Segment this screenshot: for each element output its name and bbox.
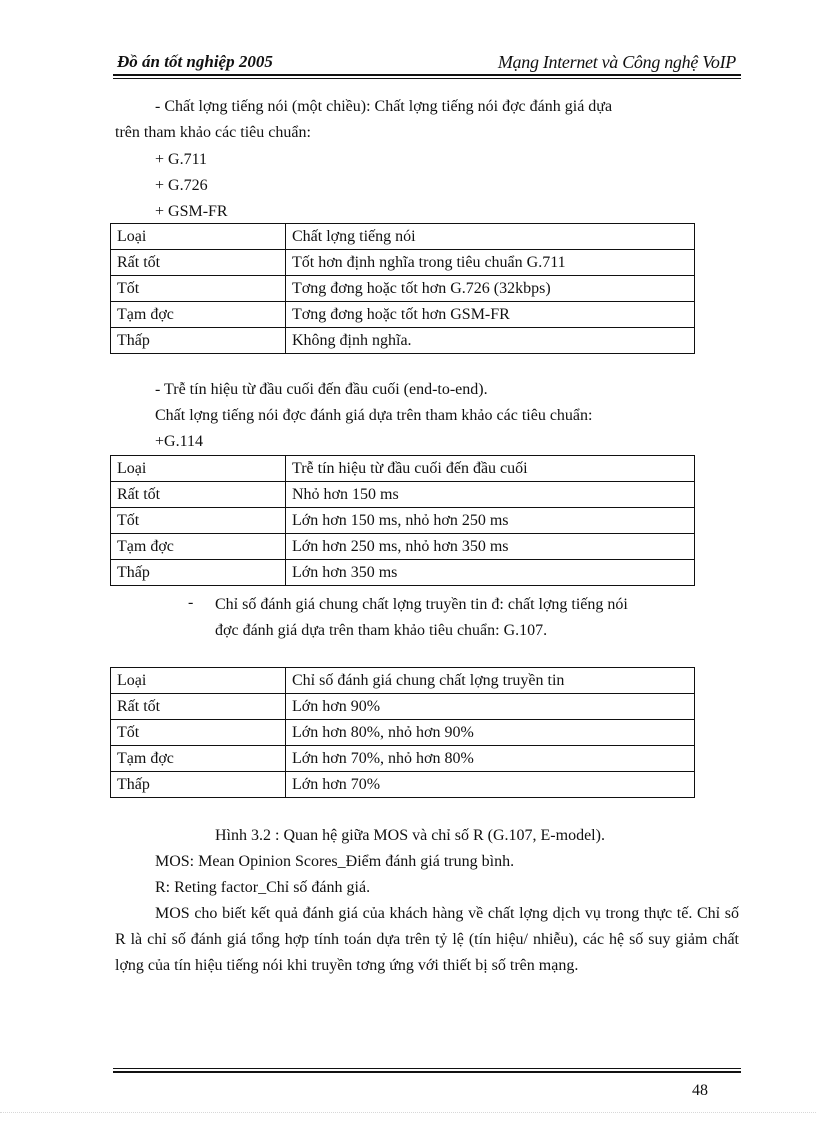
section1-intro-line2: trên tham khảo các tiêu chuẩn: [115, 124, 311, 141]
table-row [111, 302, 695, 328]
table-row [111, 772, 695, 798]
body-paragraph: MOS cho biết kết quả đánh giá của khách hàng về chất lợng dịch vụ trong thực tế. Chỉ số R là chỉ số đánh giá tổng hợp tính toán dựa trên tỷ lệ (tín hiệu/ nhiễu), các hệ số suy giảm chất lợng của tín hiệu tiếng nói khi truyền tơng ứng với thiết bị số trên mạng. [115, 905, 739, 974]
footer-rule-thin [113, 1068, 741, 1069]
table-header-cell: Loại [111, 668, 286, 694]
table-cell: Rất tốt [111, 694, 286, 720]
standard-g711: + G.711 [155, 151, 207, 168]
table-cell: Thấp [111, 560, 286, 586]
section2-line2: Chất lợng tiếng nói đợc đánh giá dựa trên tham khảo các tiêu chuẩn: [155, 407, 593, 424]
section3-line1: Chỉ số đánh giá chung chất lợng truyền tin đ: chất lợng tiếng nói [215, 596, 628, 613]
table-row [111, 560, 695, 586]
table-cell: Lớn hơn 150 ms, nhỏ hơn 250 ms [286, 508, 695, 534]
table-cell: Lớn hơn 90% [286, 694, 695, 720]
transmission-rating-table [110, 667, 695, 798]
table-cell: Không định nghĩa. [286, 328, 695, 354]
table-row [111, 276, 695, 302]
page-number: 48 [692, 1082, 708, 1099]
table-cell: Tạm đợc [111, 302, 286, 328]
table-header-row [111, 456, 695, 482]
table-row [111, 720, 695, 746]
table-header-cell: Chỉ số đánh giá chung chất lợng truyền tin [286, 668, 695, 694]
table-row [111, 250, 695, 276]
table-cell: Tốt [111, 720, 286, 746]
table-row [111, 328, 695, 354]
section3-line2: đợc đánh giá dựa trên tham khảo tiêu chuẩn: G.107. [215, 622, 548, 639]
section2-line3: +G.114 [155, 433, 203, 450]
table-header-row [111, 224, 695, 250]
voice-quality-table [110, 223, 695, 354]
table-row [111, 534, 695, 560]
table-cell: Tạm đợc [111, 746, 286, 772]
header-rule-thin [113, 78, 741, 79]
table-cell: Lớn hơn 80%, nhỏ hơn 90% [286, 720, 695, 746]
section2-line1: - Trễ tín hiệu từ đầu cuối đến đầu cuối (end-to-end). [155, 381, 488, 398]
table-header-cell: Loại [111, 224, 286, 250]
table-cell: Lớn hơn 70%, nhỏ hơn 80% [286, 746, 695, 772]
table-header-cell: Loại [111, 456, 286, 482]
header-rule [113, 74, 741, 76]
footer-rule [113, 1071, 741, 1073]
table-cell: Tơng đơng hoặc tốt hơn GSM-FR [286, 302, 695, 328]
table-cell: Lớn hơn 350 ms [286, 560, 695, 586]
table-cell: Tốt [111, 276, 286, 302]
table-row [111, 508, 695, 534]
table-row [111, 482, 695, 508]
section3-bullet: - [188, 594, 194, 611]
table-cell: Rất tốt [111, 250, 286, 276]
r-definition: R: Reting factor_Chỉ số đánh giá. [155, 879, 371, 896]
table-cell: Rất tốt [111, 482, 286, 508]
standard-g726: + G.726 [155, 177, 208, 194]
table-cell: Lớn hơn 70% [286, 772, 695, 798]
table-header-row [111, 668, 695, 694]
delay-table [110, 455, 695, 586]
page-edge-dots [0, 1112, 816, 1113]
table-row [111, 694, 695, 720]
table-cell: Thấp [111, 772, 286, 798]
header-title-right: Mạng Internet và Công nghệ VoIP [497, 52, 736, 72]
mos-definition: MOS: Mean Opinion Scores_Điểm đánh giá trung bình. [155, 853, 515, 870]
header-title-left: Đồ án tốt nghiệp 2005 [117, 52, 273, 71]
table-cell: Nhỏ hơn 150 ms [286, 482, 695, 508]
table-row [111, 746, 695, 772]
standard-gsm-fr: + GSM-FR [155, 203, 228, 220]
table-cell: Tạm đợc [111, 534, 286, 560]
table-cell: Thấp [111, 328, 286, 354]
table-cell: Tơng đơng hoặc tốt hơn G.726 (32kbps) [286, 276, 695, 302]
table-cell: Tốt [111, 508, 286, 534]
table-header-cell: Chất lợng tiếng nói [286, 224, 695, 250]
table-cell: Tốt hơn định nghĩa trong tiêu chuẩn G.711 [286, 250, 695, 276]
section1-intro-line1: - Chất lợng tiếng nói (một chiều): Chất lợng tiếng nói đợc đánh giá dựa [155, 98, 613, 115]
table-header-cell: Trễ tín hiệu từ đầu cuối đến đầu cuối [286, 456, 695, 482]
table-cell: Lớn hơn 250 ms, nhỏ hơn 350 ms [286, 534, 695, 560]
figure-caption: Hình 3.2 : Quan hệ giữa MOS và chỉ số R (G.107, E-model). [215, 827, 605, 844]
